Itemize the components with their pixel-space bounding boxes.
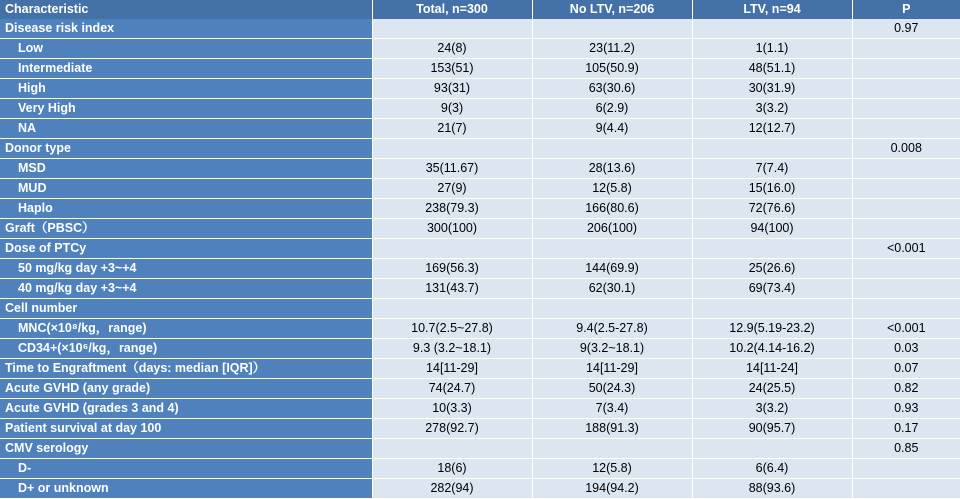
table-cell: 30(31.9) <box>692 79 852 99</box>
table-cell: 24(8) <box>372 39 532 59</box>
row-label: Low <box>0 39 372 59</box>
table-cell: 12(12.7) <box>692 119 852 139</box>
table-cell <box>852 59 960 79</box>
table-row <box>0 419 960 439</box>
table-cell: 105(50.9) <box>532 59 692 79</box>
table-cell: 0.17 <box>852 419 960 439</box>
row-label: Patient survival at day 100 <box>0 419 372 439</box>
table-cell: 23(11.2) <box>532 39 692 59</box>
table-cell: 12(5.8) <box>532 459 692 479</box>
table-row <box>0 479 960 499</box>
table-cell: 278(92.7) <box>372 419 532 439</box>
table-cell: 24(25.5) <box>692 379 852 399</box>
table-cell: 9(3.2~18.1) <box>532 339 692 359</box>
row-label: Graft（PBSC） <box>0 219 372 239</box>
table-cell <box>692 19 852 39</box>
column-header-no-ltv: No LTV, n=206 <box>532 0 692 19</box>
table-cell <box>532 139 692 159</box>
table-row <box>0 139 960 159</box>
table-cell: 6(6.4) <box>692 459 852 479</box>
table-cell: 166(80.6) <box>532 199 692 219</box>
table-row <box>0 79 960 99</box>
table-cell: 9.3 (3.2~18.1) <box>372 339 532 359</box>
table-cell: 300(100) <box>372 219 532 239</box>
table-cell <box>692 439 852 459</box>
table-cell: 25(26.6) <box>692 259 852 279</box>
table-cell <box>852 199 960 219</box>
row-label: Time to Engraftment（days: median [IQR]） <box>0 359 372 379</box>
table-row <box>0 399 960 419</box>
table-cell: 12(5.8) <box>532 179 692 199</box>
table-row <box>0 359 960 379</box>
table-cell: 3(3.2) <box>692 99 852 119</box>
row-label: Intermediate <box>0 59 372 79</box>
row-label: Acute GVHD (any grade) <box>0 379 372 399</box>
table-cell: 21(7) <box>372 119 532 139</box>
table-row <box>0 179 960 199</box>
table-cell: 169(56.3) <box>372 259 532 279</box>
table-cell <box>372 299 532 319</box>
table-cell: <0.001 <box>852 319 960 339</box>
table-cell: 69(73.4) <box>692 279 852 299</box>
row-label: D- <box>0 459 372 479</box>
row-label: Cell number <box>0 299 372 319</box>
row-label: Acute GVHD (grades 3 and 4) <box>0 399 372 419</box>
table-cell: 9(4.4) <box>532 119 692 139</box>
table-cell: 1(1.1) <box>692 39 852 59</box>
table-cell: 12.9(5.19-23.2) <box>692 319 852 339</box>
row-label: 40 mg/kg day +3~+4 <box>0 279 372 299</box>
table-cell: 28(13.6) <box>532 159 692 179</box>
table-cell <box>852 159 960 179</box>
row-label: D+ or unknown <box>0 479 372 499</box>
table-cell: 62(30.1) <box>532 279 692 299</box>
row-label: Donor type <box>0 139 372 159</box>
table-cell: 238(79.3) <box>372 199 532 219</box>
table-row <box>0 99 960 119</box>
table-cell <box>852 479 960 499</box>
table-cell: 206(100) <box>532 219 692 239</box>
row-label: Dose of PTCy <box>0 239 372 259</box>
table-cell <box>852 459 960 479</box>
table-cell <box>692 299 852 319</box>
table-header <box>0 0 960 19</box>
table-cell <box>372 19 532 39</box>
table-cell: 35(11.67) <box>372 159 532 179</box>
table-cell: 18(6) <box>372 459 532 479</box>
table-cell: 15(16.0) <box>692 179 852 199</box>
table-cell: 3(3.2) <box>692 399 852 419</box>
table-cell: 9.4(2.5-27.8) <box>532 319 692 339</box>
table-row <box>0 279 960 299</box>
table-cell: 88(93.6) <box>692 479 852 499</box>
row-label: Very High <box>0 99 372 119</box>
table-cell: 0.85 <box>852 439 960 459</box>
table-cell: 188(91.3) <box>532 419 692 439</box>
column-header-ltv: LTV, n=94 <box>692 0 852 19</box>
table-cell <box>372 139 532 159</box>
table-row <box>0 459 960 479</box>
table-cell: 14[11-29] <box>372 359 532 379</box>
table-cell <box>372 439 532 459</box>
row-label: NA <box>0 119 372 139</box>
table-row <box>0 439 960 459</box>
table-cell <box>532 239 692 259</box>
row-label: CMV serology <box>0 439 372 459</box>
table-header-row <box>0 0 960 19</box>
column-header-characteristic: Characteristic <box>0 0 372 19</box>
table-cell: 74(24.7) <box>372 379 532 399</box>
table-cell: 6(2.9) <box>532 99 692 119</box>
column-header-total: Total, n=300 <box>372 0 532 19</box>
row-label: 50 mg/kg day +3~+4 <box>0 259 372 279</box>
table-cell: 14[11-24] <box>692 359 852 379</box>
table-cell <box>852 39 960 59</box>
table-cell: 10.7(2.5~27.8) <box>372 319 532 339</box>
table-cell: 50(24.3) <box>532 379 692 399</box>
table-cell: 63(30.6) <box>532 79 692 99</box>
table-cell: <0.001 <box>852 239 960 259</box>
table-cell: 194(94.2) <box>532 479 692 499</box>
table-cell: 10(3.3) <box>372 399 532 419</box>
table-cell: 48(51.1) <box>692 59 852 79</box>
table-row <box>0 39 960 59</box>
table-row <box>0 339 960 359</box>
table-cell: 94(100) <box>692 219 852 239</box>
row-label: CD34+(×10⁶/kg，range) <box>0 339 372 359</box>
table-row <box>0 19 960 39</box>
row-label: MUD <box>0 179 372 199</box>
table-row <box>0 119 960 139</box>
table-cell: 14[11-29] <box>532 359 692 379</box>
table-cell: 131(43.7) <box>372 279 532 299</box>
table-cell: 0.97 <box>852 19 960 39</box>
table-row <box>0 219 960 239</box>
table-row <box>0 259 960 279</box>
table-cell <box>852 299 960 319</box>
table-cell <box>852 79 960 99</box>
table-cell: 72(76.6) <box>692 199 852 219</box>
table-cell <box>372 239 532 259</box>
row-label: MNC(×10⁸/kg，range) <box>0 319 372 339</box>
table-cell <box>692 239 852 259</box>
table-body <box>0 19 960 499</box>
table-cell: 0.03 <box>852 339 960 359</box>
table-cell <box>532 19 692 39</box>
table-cell: 7(7.4) <box>692 159 852 179</box>
table-cell: 7(3.4) <box>532 399 692 419</box>
column-header-p: P <box>852 0 960 19</box>
table-row <box>0 319 960 339</box>
table-cell <box>852 259 960 279</box>
row-label: MSD <box>0 159 372 179</box>
table-row <box>0 379 960 399</box>
table-cell: 282(94) <box>372 479 532 499</box>
table-cell <box>532 439 692 459</box>
table-cell: 0.93 <box>852 399 960 419</box>
table-cell: 0.82 <box>852 379 960 399</box>
table-row <box>0 59 960 79</box>
table-cell: 0.07 <box>852 359 960 379</box>
table-cell <box>852 99 960 119</box>
table-row <box>0 159 960 179</box>
table-cell: 90(95.7) <box>692 419 852 439</box>
table-cell <box>852 219 960 239</box>
table-cell: 153(51) <box>372 59 532 79</box>
table-cell <box>852 179 960 199</box>
table-cell: 144(69.9) <box>532 259 692 279</box>
table-cell: 10.2(4.14-16.2) <box>692 339 852 359</box>
table-row <box>0 299 960 319</box>
table-cell <box>692 139 852 159</box>
table-cell: 0.008 <box>852 139 960 159</box>
table-cell <box>852 119 960 139</box>
table-cell <box>532 299 692 319</box>
table-row <box>0 239 960 259</box>
row-label: High <box>0 79 372 99</box>
table-cell: 93(31) <box>372 79 532 99</box>
row-label: Haplo <box>0 199 372 219</box>
table-row <box>0 199 960 219</box>
table-cell <box>852 279 960 299</box>
row-label: Disease risk index <box>0 19 372 39</box>
table-cell: 9(3) <box>372 99 532 119</box>
table-cell: 27(9) <box>372 179 532 199</box>
